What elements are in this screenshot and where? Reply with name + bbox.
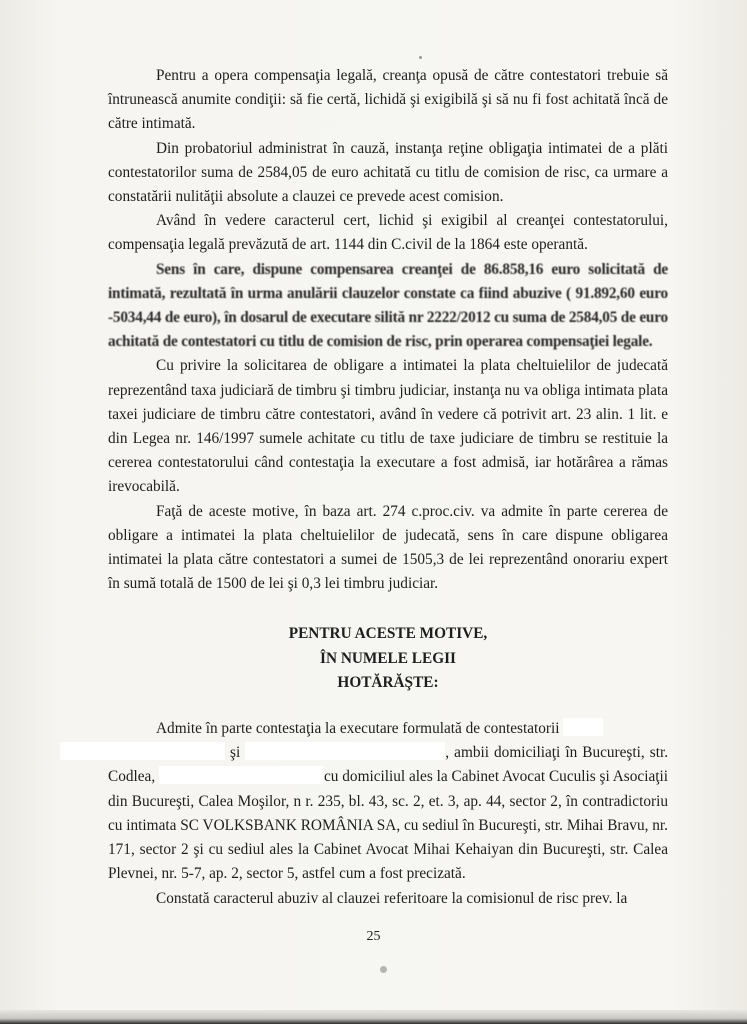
paragraph: Pentru a opera compensaţia legală, creanţa opusă de către contestatori trebuie să întrunească anumite condiţii: să fie certă, lichidă şi exigibilă şi să nu fi fost achitată încă de către intimată. xyxy=(108,67,668,133)
paragraph: Având în vedere caracterul cert, lichid şi exigibil al creanţei contestatorului, compensaţia legală prevăzută de art. 1144 din C.civil de la 1864 este operantă. xyxy=(108,212,668,254)
redacted-address xyxy=(159,766,324,784)
ruling-paragraph: Admite în parte contestaţia la executare formulată de contestatorii şi , ambii domiciliaţi în Bucureşti, str. Codlea, cu domiciliul ales la Cabinet Avocat Cuculis şi Asociaţii din Bucureşti, Calea Moşilor, n r. 235, bl. 43, sc. 2, et. 3, ap. 44, sector 2, în contradictoriu cu intimata SC VOLKSBANK ROMÂNIA SA, cu sediul în Bucureşti, str. Mihai Bravu, nr. 171, sector 2 şi cu sediul ales la Cabinet Avocat Mihai Kehaiyan din Bucureşti, str. Calea Plevnei, nr. 5-7, ap. 2, sector 5, astfel cum a fost precizată. xyxy=(108,717,668,886)
paragraph: Sens în care, dispune compensarea creanţei de 86.858,16 euro solicitată de intimată, rezultată în urma anulării clauzelor constate ca fiind abuzive ( 91.892,60 euro -5034,44 de euro), în dosarul de executare silită nr 2222/2012 cu suma de 2584,05 de euro achitată de contestatori cu titlu de comision de risc, prin operarea compensaţiei legale. xyxy=(108,260,668,351)
redacted-name xyxy=(60,742,225,760)
heading-line: ÎN NUMELE LEGII xyxy=(320,649,456,667)
redacted-name xyxy=(245,742,445,760)
redacted-name xyxy=(563,718,603,736)
document-body xyxy=(108,64,668,911)
scan-edge xyxy=(0,1010,747,1024)
paragraph: Constată caracterul abuziv al clauzei referitoare la comisionul de risc prev. la xyxy=(156,889,628,907)
paragraph: Cu privire la solicitarea de obligare a intimatei la plata cheltuielilor de judecată reprezentând taxa judiciară de timbru şi timbru judiciar, instanţa nu va obliga intimata plata taxei judiciare de timbru către contestatori, având în vedere că potrivit art. 23 alin. 1 lit. e din Legea nr. 146/1997 sumele achitate cu titlu de taxe judiciare de timbru se restituie la cererea contestatorului când contestaţia la executare a fost admisă, iar hotărârea a rămas irevocabilă. xyxy=(108,357,668,496)
scan-speck xyxy=(419,56,422,59)
ruling-heading xyxy=(108,622,668,695)
heading-line: HOTĂRĂŞTE: xyxy=(337,673,439,691)
paragraph: Faţă de aceste motive, în baza art. 274 c.proc.civ. va admite în parte cererea de obligare a intimatei la plata cheltuielilor de judecată, sens în care dispune obligarea intimatei la plata către contestatori a sumei de 1505,3 de lei reprezentând onorariu expert în sumă totală de 1500 de lei şi 0,3 lei timbru judiciar. xyxy=(108,502,668,593)
scan-speck xyxy=(380,966,387,973)
page-number: 25 xyxy=(366,929,381,944)
heading-line: PENTRU ACESTE MOTIVE, xyxy=(288,625,488,643)
paragraph: Din probatoriul administrat în cauză, instanţa reţine obligaţia intimatei de a plăti contestatorilor suma de 2584,05 de euro achitată cu titlu de comision de risc, ca urmare a constatării nulităţii absolute a clauzei ce prevede acest comision. xyxy=(108,139,668,206)
